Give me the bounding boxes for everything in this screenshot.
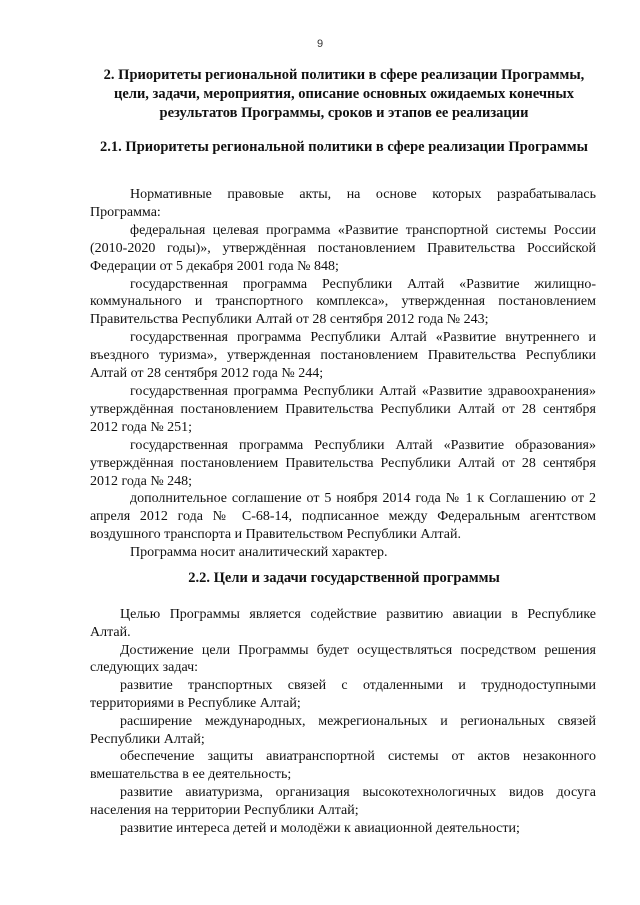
paragraph: Нормативные правовые акты, на основе которых разрабатывалась Программа:: [90, 187, 596, 220]
paragraph: развитие авиатуризма, организация высокотехнологичных видов досуга населения на территории Республики Алтай;: [90, 784, 596, 818]
subsection-2-2-body: [90, 606, 596, 837]
paragraph: Программа носит аналитический характер.: [130, 545, 388, 561]
paragraph: федеральная целевая программа «Развитие транспортной системы России (2010-2020 годы)», утверждённая постановлением Правительства Российской Федерации от 5 декабря 2001 года № 848;: [90, 222, 596, 274]
paragraph: государственная программа Республики Алтай «Развитие здравоохранения» утверждённая постановлением Правительства Республики Алтай от 28 сентября 2012 года № 251;: [90, 383, 596, 435]
paragraph: расширение международных, межрегиональных и региональных связей Республики Алтай;: [90, 713, 596, 747]
paragraph: Целью Программы является содействие развитию авиации в Республике Алтай.: [90, 607, 596, 640]
paragraph: дополнительное соглашение от 5 ноября 2014 года № 1 к Соглашению от 2 апреля 2012 года № С-68-14, подписанное между Федеральным агентством воздушного транспорта и Правительством Республики Алтай.: [90, 491, 596, 543]
subsection-2-1-body: [90, 186, 596, 562]
page-number: 9: [316, 38, 324, 50]
paragraph: государственная программа Республики Алтай «Развитие внутреннего и въездного туризма», утвержденная постановлением Правительства Республики Алтай от 28 сентября 2012 года № 244;: [90, 330, 596, 382]
paragraph: развитие интереса детей и молодёжи к авиационной деятельности;: [120, 820, 520, 836]
paragraph: государственная программа Республики Алтай «Развитие жилищно-коммунального и транспортного комплекса», утвержденная постановлением Правительства Республики Алтай от 28 сентября 2012 года № 243;: [90, 276, 596, 328]
subsection-title-2-2: 2.2. Цели и задачи государственной программы: [188, 570, 500, 586]
paragraph: Достижение цели Программы будет осуществляться посредством решения следующих задач:: [90, 642, 596, 676]
paragraph: обеспечение защиты авиатранспортной системы от актов незаконного вмешательства в ее деятельность;: [90, 749, 596, 783]
paragraph: развитие транспортных связей с отдаленными и труднодоступными территориями в Республике Алтай;: [90, 678, 596, 711]
subsection-title-2-1: 2.1. Приоритеты региональной политики в сфере реализации Программы: [100, 139, 588, 155]
section-title: 2. Приоритеты региональной политики в сфере реализации Программы, цели, задачи, мероприятия, описание основных ожидаемых конечных результатов Программы, сроков и этапов ее реализации: [103, 67, 585, 121]
paragraph: государственная программа Республики Алтай «Развитие образования» утверждённая постановлением Правительства Республики Алтай от 28 сентября 2012 года № 248;: [90, 437, 596, 489]
